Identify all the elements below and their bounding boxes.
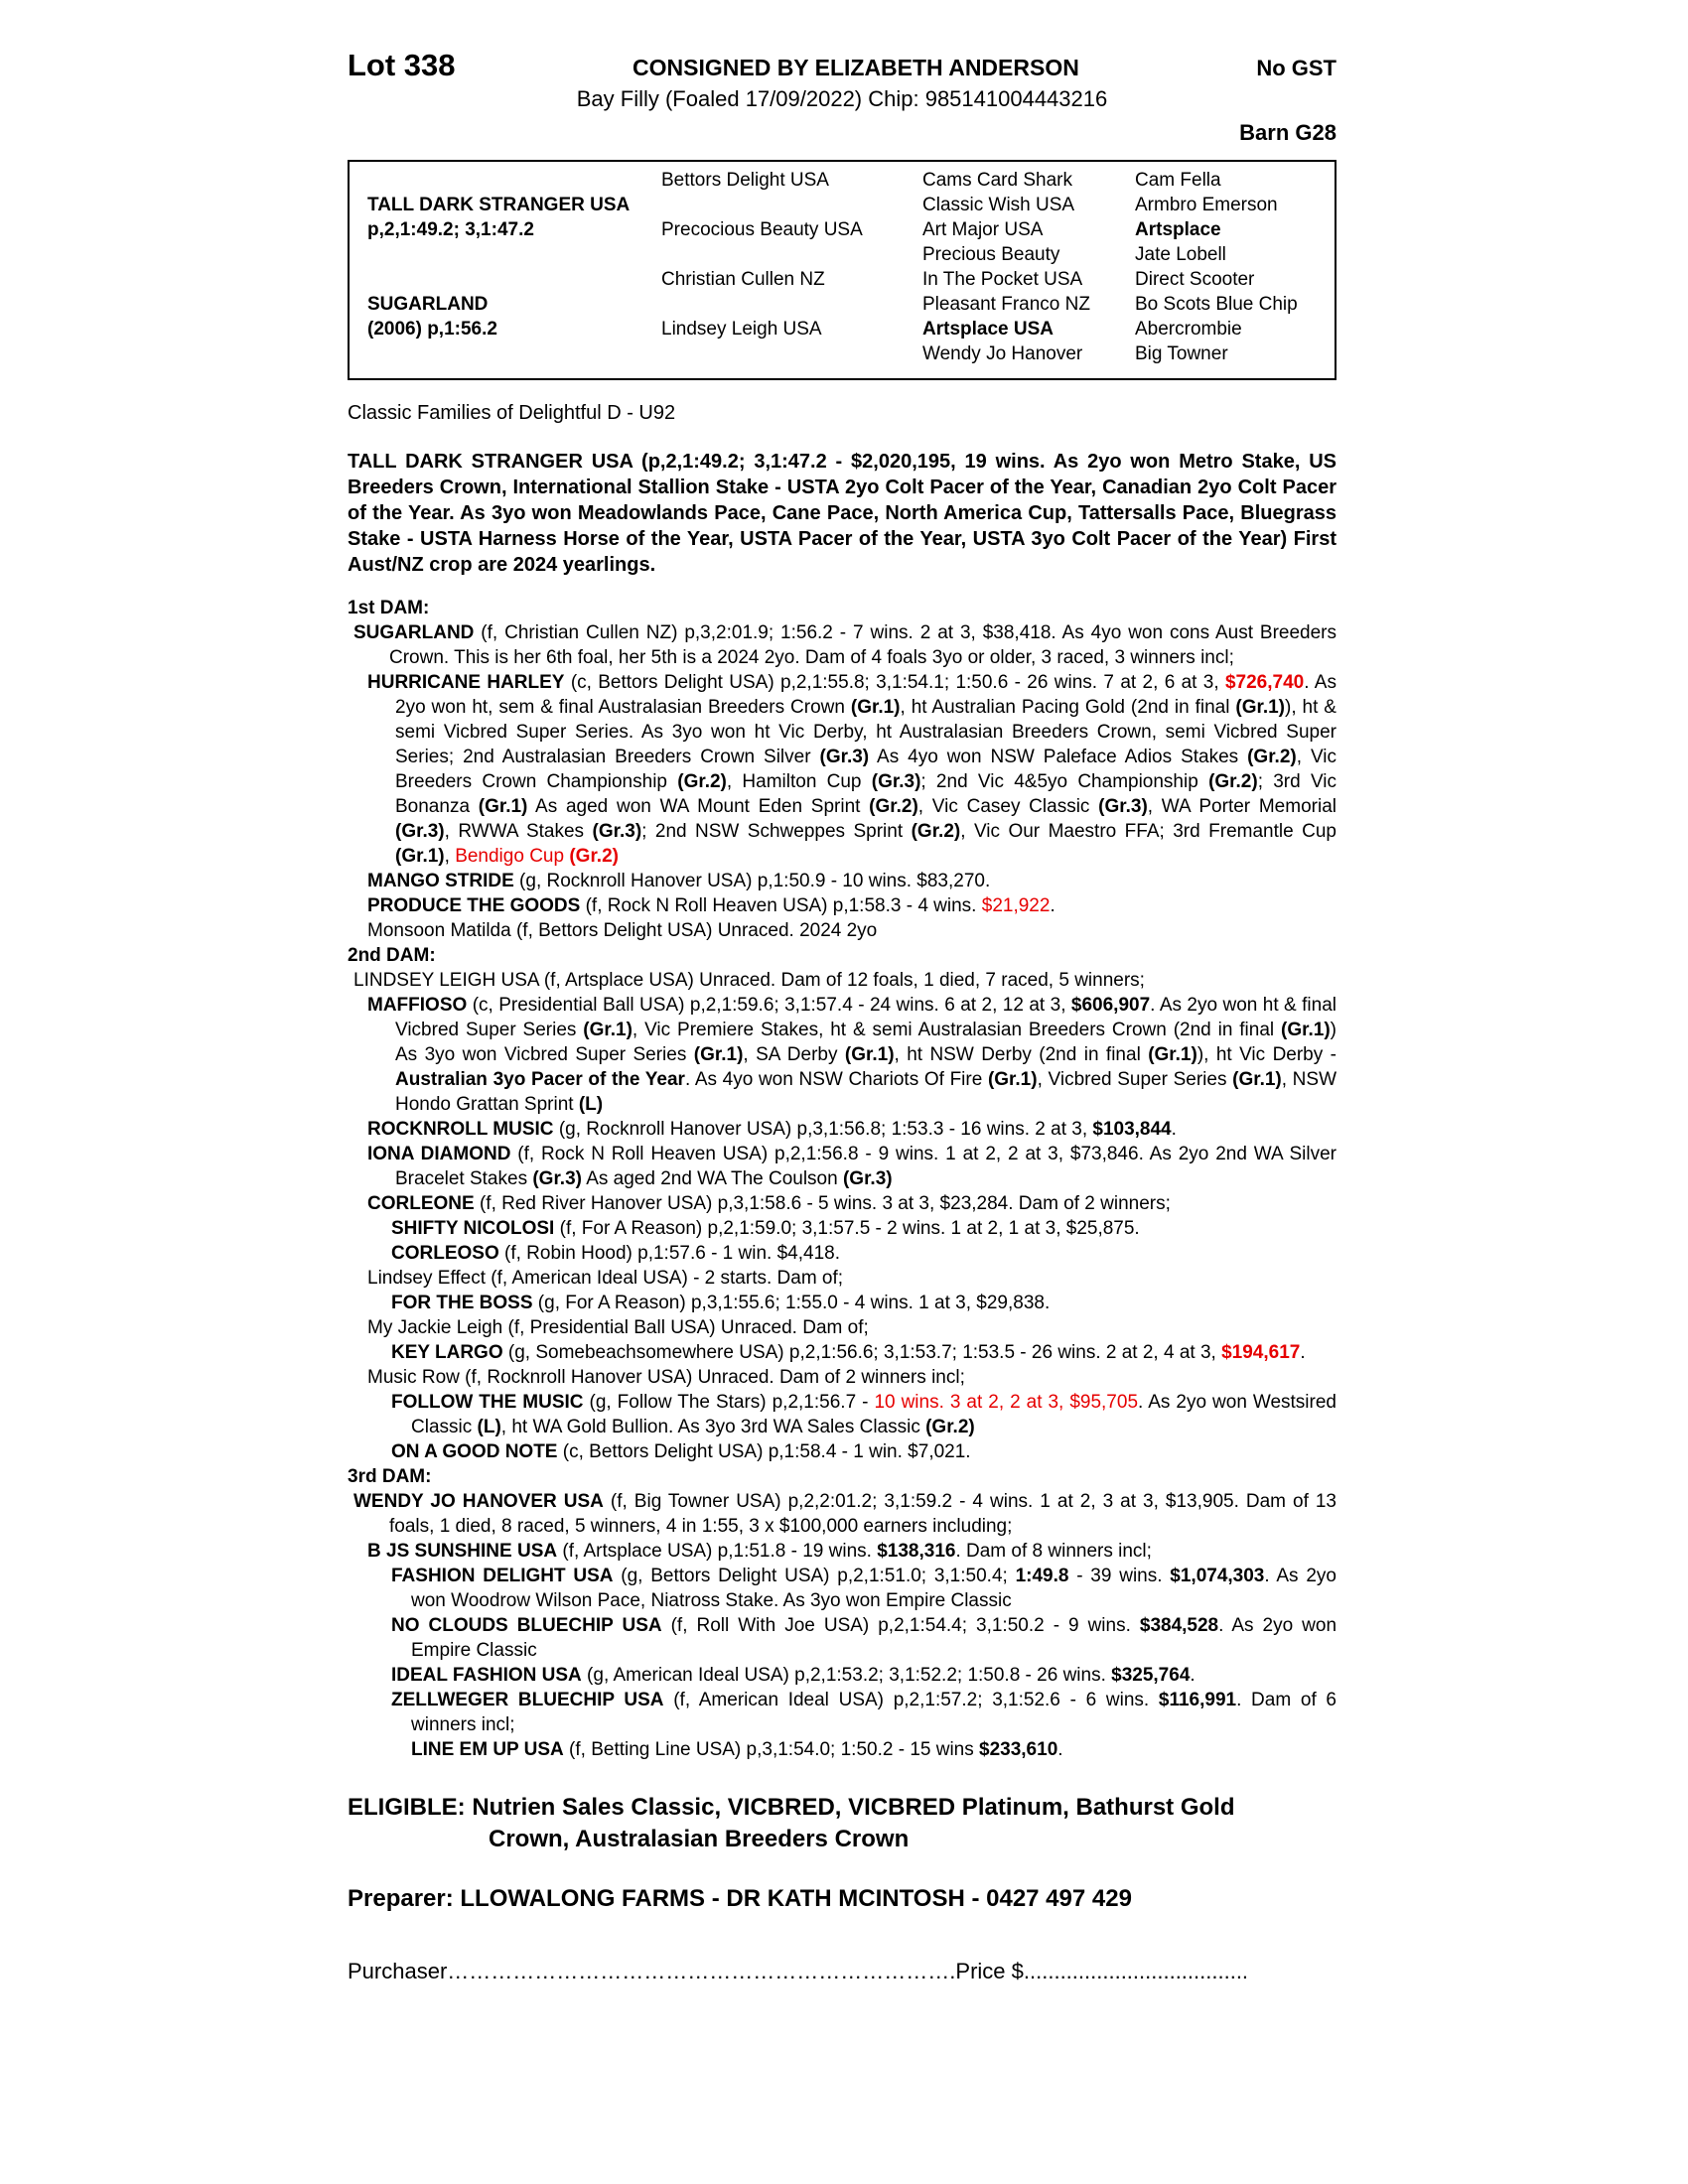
text-run: , SA Derby <box>743 1044 845 1065</box>
text-run: , NSW Hondo Grattan Sprint <box>395 1069 1337 1115</box>
pedigree-cell: Armbro Emerson <box>1135 195 1278 215</box>
text-run: (c, Bettors Delight USA) p,2,1:55.8; 3,1:54.1; 1:50.6 - 26 wins. 7 at 2, 6 at 3, <box>564 672 1225 693</box>
pedigree-entry <box>348 1191 1336 1216</box>
text-run: (f, Betting Line USA) p,3,1:54.0; 1:50.2 - 15 wins <box>563 1739 980 1760</box>
text-run: (Gr.1) <box>395 846 445 867</box>
text-run: , WA Porter Memorial <box>1147 796 1336 817</box>
text-run: (g, Rocknroll Hanover USA) p,3,1:56.8; 1:53.3 - 16 wins. 2 at 3, <box>553 1119 1093 1140</box>
pedigree-cell: p,2,1:49.2; 3,1:47.2 <box>367 219 534 240</box>
text-run: (Gr.1) <box>583 1020 633 1040</box>
content-column <box>348 0 1336 1984</box>
text-run: , Hamilton Cup <box>726 771 872 792</box>
text-run: (Gr.1) <box>1148 1044 1197 1065</box>
pedigree-cell: Precocious Beauty USA <box>661 219 863 240</box>
dam-section-heading: 2nd DAM: <box>348 945 436 966</box>
horse-description: Bay Filly (Foaled 17/09/2022) Chip: 985141004443216 <box>576 86 1108 111</box>
pedigree-cell: Cam Fella <box>1135 170 1221 191</box>
text-run: B JS SUNSHINE USA <box>367 1541 558 1562</box>
text-run: MANGO STRIDE <box>367 871 514 891</box>
text-run: (Gr.1) <box>478 796 528 817</box>
text-run: (c, Presidential Ball USA) p,2,1:59.6; 3,1:57.4 - 24 wins. 6 at 2, 12 at 3, <box>467 995 1071 1016</box>
lot-number: Lot 338 <box>348 48 456 82</box>
family-line: Classic Families of Delightful D - U92 <box>348 402 676 424</box>
text-run: $325,764 <box>1111 1665 1191 1686</box>
text-run: , Vic Premiere Stakes, ht & semi Australasian Breeders Crown (2nd in final <box>632 1020 1282 1040</box>
text-run: (f, For A Reason) p,2,1:59.0; 3,1:57.5 - 2 wins. 1 at 2, 1 at 3, $25,875. <box>554 1218 1140 1239</box>
text-run: . As 2yo won Westsired Classic <box>411 1392 1336 1437</box>
text-run: $21,922 <box>981 895 1051 916</box>
text-run: (Gr.2) <box>911 821 961 842</box>
pedigree-body <box>348 596 1336 1762</box>
pedigree-entry <box>348 1216 1336 1241</box>
text-run: , Vic Casey Classic <box>917 796 1099 817</box>
text-run: (Gr.1) <box>844 1044 895 1065</box>
text-run: . As 4yo won NSW Chariots Of Fire <box>684 1069 988 1090</box>
text-run: (g, Follow The Stars) p,2,1:56.7 - <box>583 1392 875 1413</box>
text-run: FOLLOW THE MUSIC <box>391 1392 584 1413</box>
text-run: , <box>444 846 456 867</box>
pedigree-cell: Artsplace <box>1135 219 1221 240</box>
pedigree-entry <box>348 1737 1336 1762</box>
preparer-line: Preparer: LLOWALONG FARMS - DR KATH MCINTOSH - 0427 497 429 <box>348 1885 1132 1912</box>
text-run: ; 3rd Vic Bonanza <box>395 771 1336 817</box>
pedigree-cell: Cams Card Shark <box>922 170 1072 191</box>
text-run: (Gr.3) <box>395 821 445 842</box>
pedigree-entry <box>348 1266 1336 1291</box>
text-run: IONA DIAMOND <box>367 1144 511 1164</box>
text-run: PRODUCE THE GOODS <box>367 895 581 916</box>
pedigree-entry <box>348 918 1336 943</box>
text-run: (L) <box>477 1417 501 1437</box>
text-run: Music Row (f, Rocknroll Hanover USA) Unraced. Dam of 2 winners incl; <box>367 1367 965 1388</box>
text-run: As aged 2nd WA The Coulson <box>581 1168 843 1189</box>
pedigree-grid <box>367 170 1329 368</box>
text-run: ZELLWEGER BLUECHIP USA <box>391 1690 664 1710</box>
pedigree-entry <box>348 1142 1336 1191</box>
eligibility-note <box>348 1792 1336 1855</box>
text-run: CORLEOSO <box>391 1243 499 1264</box>
text-run: (f, Artsplace USA) p,1:51.8 - 19 wins. <box>557 1541 878 1562</box>
text-run: . As 2yo won ht, sem & final Australasian Breeders Crown <box>395 672 1336 718</box>
text-run: $606,907 <box>1070 995 1151 1016</box>
text-run: (g, Rocknroll Hanover USA) p,1:50.9 - 10 wins. $83,270. <box>513 871 991 891</box>
pedigree-cell: Classic Wish USA <box>922 195 1075 215</box>
text-run: (Gr.3) <box>592 821 642 842</box>
pedigree-entry <box>348 968 1336 993</box>
pedigree-cell: (2006) p,1:56.2 <box>367 319 497 340</box>
pedigree-cell: Pleasant Franco NZ <box>922 294 1090 315</box>
pedigree-table <box>348 160 1336 380</box>
text-run: IDEAL FASHION USA <box>391 1665 582 1686</box>
text-run: (Gr.3) <box>842 1168 893 1189</box>
text-run: Monsoon Matilda (f, Bettors Delight USA) Unraced. 2024 2yo <box>367 920 878 941</box>
text-run: (L) <box>578 1094 604 1115</box>
pedigree-entry <box>348 1365 1336 1390</box>
text-run: . As 2yo won Empire Classic <box>411 1615 1337 1661</box>
text-run: $233,610 <box>979 1739 1058 1760</box>
text-run: (Gr.3) <box>871 771 921 792</box>
pedigree-cell: Lindsey Leigh USA <box>661 319 822 340</box>
text-run: ROCKNROLL MUSIC <box>367 1119 554 1140</box>
text-run: (g, Bettors Delight USA) p,2,1:51.0; 3,1:50.4; <box>613 1566 1016 1586</box>
text-run: . <box>1057 1739 1063 1760</box>
pedigree-cell: Christian Cullen NZ <box>661 269 825 290</box>
text-run: (Gr.1) <box>1232 1069 1282 1090</box>
text-run: , Vicbred Super Series <box>1037 1069 1233 1090</box>
pedigree-entry <box>348 1340 1336 1365</box>
text-run: , ht NSW Derby (2nd in final <box>894 1044 1149 1065</box>
text-run: (f, Christian Cullen NZ) p,3,2:01.9; 1:56.2 - 7 wins. 2 at 3, $38,418. As 4yo won cons Aust Breeders Crown. This is her 6th foal, her 5th is a 2024 2yo. Dam of 4 foals 3yo or older, 3 raced, 3 winners incl; <box>389 622 1336 668</box>
text-run: $726,740 <box>1224 672 1305 693</box>
pedigree-entry <box>348 1663 1336 1688</box>
purchaser-line <box>348 1959 1336 1984</box>
text-run: , Vic Our Maestro FFA; 3rd Fremantle Cup <box>960 821 1336 842</box>
text-run: (Gr.2) <box>869 796 918 817</box>
text-run: ) As 3yo won Vicbred Super Series <box>395 1020 1336 1065</box>
barn-number: Barn G28 <box>1239 120 1336 145</box>
text-run: HURRICANE HARLEY <box>367 672 565 693</box>
text-run: SHIFTY NICOLOSI <box>391 1218 555 1239</box>
pedigree-entry <box>348 1315 1336 1340</box>
text-run: (Gr.1) <box>1235 697 1285 718</box>
pedigree-entry <box>348 620 1336 670</box>
text-run: (Gr.2) <box>677 771 727 792</box>
text-run: FOR THE BOSS <box>391 1293 533 1313</box>
sire-summary <box>348 449 1336 578</box>
pedigree-cell: Abercrombie <box>1135 319 1242 340</box>
text-run: . As 2yo won Woodrow Wilson Pace, Niatross Stake. As 3yo won Empire Classic <box>411 1566 1336 1611</box>
text-run: CORLEONE <box>367 1193 475 1214</box>
text-run: (Gr.2) <box>1208 771 1258 792</box>
text-run: As aged won WA Mount Eden Sprint <box>527 796 870 817</box>
text-run: KEY LARGO <box>391 1342 503 1363</box>
eligibility-line-2: Crown, Australasian Breeders Crown <box>489 1826 910 1852</box>
pedigree-cell: Direct Scooter <box>1135 269 1255 290</box>
pedigree-entry <box>348 1439 1336 1464</box>
text-run: LINE EM UP USA <box>411 1739 564 1760</box>
text-run: (Gr.3) <box>1098 796 1148 817</box>
pedigree-entry <box>348 1489 1336 1539</box>
text-run: (f, Big Towner USA) p,2,2:01.2; 3,1:59.2 - 4 wins. 1 at 2, 3 at 3, $13,905. Dam of 13 foals, 1 died, 8 raced, 5 winners, 4 in 1:55, 3 x $100,000 earners including; <box>389 1491 1336 1537</box>
pedigree-cell: In The Pocket USA <box>922 269 1083 290</box>
pedigree-entry <box>348 869 1336 893</box>
text-run: $1,074,303 <box>1170 1566 1265 1586</box>
text-run: (f, Red River Hanover USA) p,3,1:58.6 - 5 wins. 3 at 3, $23,284. Dam of 2 winners; <box>474 1193 1171 1214</box>
text-run: $103,844 <box>1092 1119 1172 1140</box>
header-row <box>348 48 1336 83</box>
text-run: , RWWA Stakes <box>444 821 593 842</box>
pedigree-cell: Precious Beauty <box>922 244 1060 265</box>
text-run: (f, Roll With Joe USA) p,2,1:54.4; 3,1:50.2 - 9 wins. <box>661 1615 1140 1636</box>
price-dotted-line[interactable]: ..................................... <box>1023 1959 1249 1983</box>
text-run: (Gr.2) <box>925 1417 975 1437</box>
pedigree-cell: Jate Lobell <box>1135 244 1226 265</box>
text-run: $194,617 <box>1221 1342 1301 1363</box>
text-run: WENDY JO HANOVER USA <box>353 1491 604 1512</box>
text-run: (f, Robin Hood) p,1:57.6 - 1 win. $4,418. <box>498 1243 840 1264</box>
text-run: ; 2nd Vic 4&5yo Championship <box>920 771 1209 792</box>
text-run: $116,991 <box>1158 1690 1237 1710</box>
dam-section-heading: 3rd DAM: <box>348 1466 432 1487</box>
text-run: (Gr.2) <box>569 846 619 867</box>
text-run: (Gr.1) <box>850 697 901 718</box>
text-run: . <box>1050 895 1055 916</box>
pedigree-cell: Big Towner <box>1135 343 1228 364</box>
pedigree-entry <box>348 1390 1336 1439</box>
text-run: . Dam of 6 winners incl; <box>411 1690 1336 1735</box>
pedigree-cell: TALL DARK STRANGER USA <box>367 195 631 215</box>
text-run: FASHION DELIGHT USA <box>391 1566 614 1586</box>
pedigree-entry <box>348 1539 1336 1564</box>
text-run: 1:49.8 <box>1015 1566 1069 1586</box>
text-run: (f, Rock N Roll Heaven USA) p,2,1:56.8 - 9 wins. 1 at 2, 2 at 3, $73,846. As 2yo 2nd WA Silver Bracelet Stakes <box>395 1144 1337 1189</box>
text-run: As 4yo won NSW Paleface Adios Stakes <box>869 747 1248 767</box>
text-run: (g, For A Reason) p,3,1:55.6; 1:55.0 - 4 wins. 1 at 3, $29,838. <box>532 1293 1051 1313</box>
gst-status: No GST <box>1256 56 1336 80</box>
pedigree-entry <box>348 670 1336 869</box>
price-label: Price $ <box>955 1959 1024 1983</box>
text-run: . Dam of 8 winners incl; <box>955 1541 1152 1562</box>
text-run: (Gr.2) <box>1247 747 1297 767</box>
pedigree-cell: Art Major USA <box>922 219 1044 240</box>
text-run: (g, Somebeachsomewhere USA) p,2,1:56.6; 3,1:53.7; 1:53.5 - 26 wins. 2 at 2, 4 at 3, <box>502 1342 1222 1363</box>
text-run: My Jackie Leigh (f, Presidential Ball USA) Unraced. Dam of; <box>367 1317 869 1338</box>
text-run: , Vic Breeders Crown Championship <box>395 747 1336 792</box>
pedigree-cell: Bo Scots Blue Chip <box>1135 294 1298 315</box>
text-run: (f, Rock N Roll Heaven USA) p,1:58.3 - 4 wins. <box>580 895 982 916</box>
pedigree-cell: Artsplace USA <box>922 319 1054 340</box>
text-run: (g, American Ideal USA) p,2,1:53.2; 3,1:52.2; 1:50.8 - 26 wins. <box>581 1665 1112 1686</box>
text-run: ; 2nd NSW Schweppes Sprint <box>641 821 912 842</box>
pedigree-entry <box>348 1564 1336 1613</box>
text-run: $138,316 <box>877 1541 956 1562</box>
text-run: SUGARLAND <box>353 622 475 643</box>
dam-section-heading: 1st DAM: <box>348 598 430 618</box>
pedigree-entry <box>348 1688 1336 1737</box>
pedigree-entry <box>348 1613 1336 1663</box>
text-run: , ht WA Gold Bullion. As 3yo 3rd WA Sales Classic <box>500 1417 926 1437</box>
text-run: , ht Australian Pacing Gold (2nd in final <box>900 697 1236 718</box>
page-header <box>348 48 1336 146</box>
text-run: Lindsey Effect (f, American Ideal USA) - 2 starts. Dam of; <box>367 1268 844 1289</box>
text-run: LINDSEY LEIGH USA (f, Artsplace USA) Unraced. Dam of 12 foals, 1 died, 7 raced, 5 winners; <box>353 970 1145 991</box>
pedigree-entry <box>348 1117 1336 1142</box>
text-run: (Gr.3) <box>532 1168 582 1189</box>
text-run: 10 wins. 3 at 2, 2 at 3, $95,705 <box>874 1392 1139 1413</box>
text-run: ), ht Vic Derby - <box>1196 1044 1336 1065</box>
text-run: . <box>1190 1665 1196 1686</box>
text-run: $384,528 <box>1139 1615 1219 1636</box>
text-run: (c, Bettors Delight USA) p,1:58.4 - 1 win. $7,021. <box>557 1441 971 1462</box>
text-run: TALL DARK STRANGER USA (p,2,1:49.2; 3,1:47.2 - $2,020,195, 19 wins. As 2yo won Metro Stake, US Breeders Crown, International Stallion Stake - USTA 2yo Colt Pacer of the Year, Canadian 2yo Colt Pacer of the Year. As 3yo won Meadowlands Pace, Cane Pace, North America Cup, Tattersalls Pace, Bluegrass Stake - USTA Harness Horse of the Year, USTA Pacer of the Year, USTA 3yo Colt Pacer of the Year) First Aust/NZ crop are 2024 yearlings. <box>348 451 1336 576</box>
pedigree-cell: Wendy Jo Hanover <box>922 343 1083 364</box>
eligibility-line-1: ELIGIBLE: Nutrien Sales Classic, VICBRED, VICBRED Platinum, Bathurst Gold <box>348 1794 1235 1821</box>
purchaser-dotted-line[interactable]: ……………………………………………………………. <box>447 1959 956 1983</box>
text-run: (Gr.1) <box>987 1069 1038 1090</box>
pedigree-cell: SUGARLAND <box>367 294 489 315</box>
text-run: (Gr.1) <box>1281 1020 1331 1040</box>
text-run: . <box>1300 1342 1306 1363</box>
text-run: (f, American Ideal USA) p,2,1:57.2; 3,1:52.6 - 6 wins. <box>663 1690 1159 1710</box>
pedigree-entry <box>348 1291 1336 1315</box>
pedigree-entry <box>348 993 1336 1117</box>
pedigree-cell: Bettors Delight USA <box>661 170 829 191</box>
pedigree-entry <box>348 893 1336 918</box>
text-run: (Gr.1) <box>693 1044 744 1065</box>
pedigree-entry <box>348 1241 1336 1266</box>
text-run: ON A GOOD NOTE <box>391 1441 558 1462</box>
text-run: NO CLOUDS BLUECHIP USA <box>391 1615 662 1636</box>
text-run: Australian 3yo Pacer of the Year <box>395 1069 685 1090</box>
text-run: . As 2yo won ht & final Vicbred Super Series <box>395 995 1336 1040</box>
text-run: MAFFIOSO <box>367 995 468 1016</box>
text-run: - 39 wins. <box>1068 1566 1171 1586</box>
purchaser-label: Purchaser <box>348 1959 448 1983</box>
text-run: (Gr.3) <box>819 747 870 767</box>
consignor-title: CONSIGNED BY ELIZABETH ANDERSON <box>633 55 1079 80</box>
text-run: . <box>1171 1119 1177 1140</box>
text-run: ), ht & semi Vicbred Super Series. As 3yo won ht Vic Derby, ht Australasian Breeders Crown, semi Vicbred Super Series; 2nd Australasian Breeders Crown Silver <box>395 697 1336 767</box>
text-run: Bendigo Cup <box>455 846 570 867</box>
